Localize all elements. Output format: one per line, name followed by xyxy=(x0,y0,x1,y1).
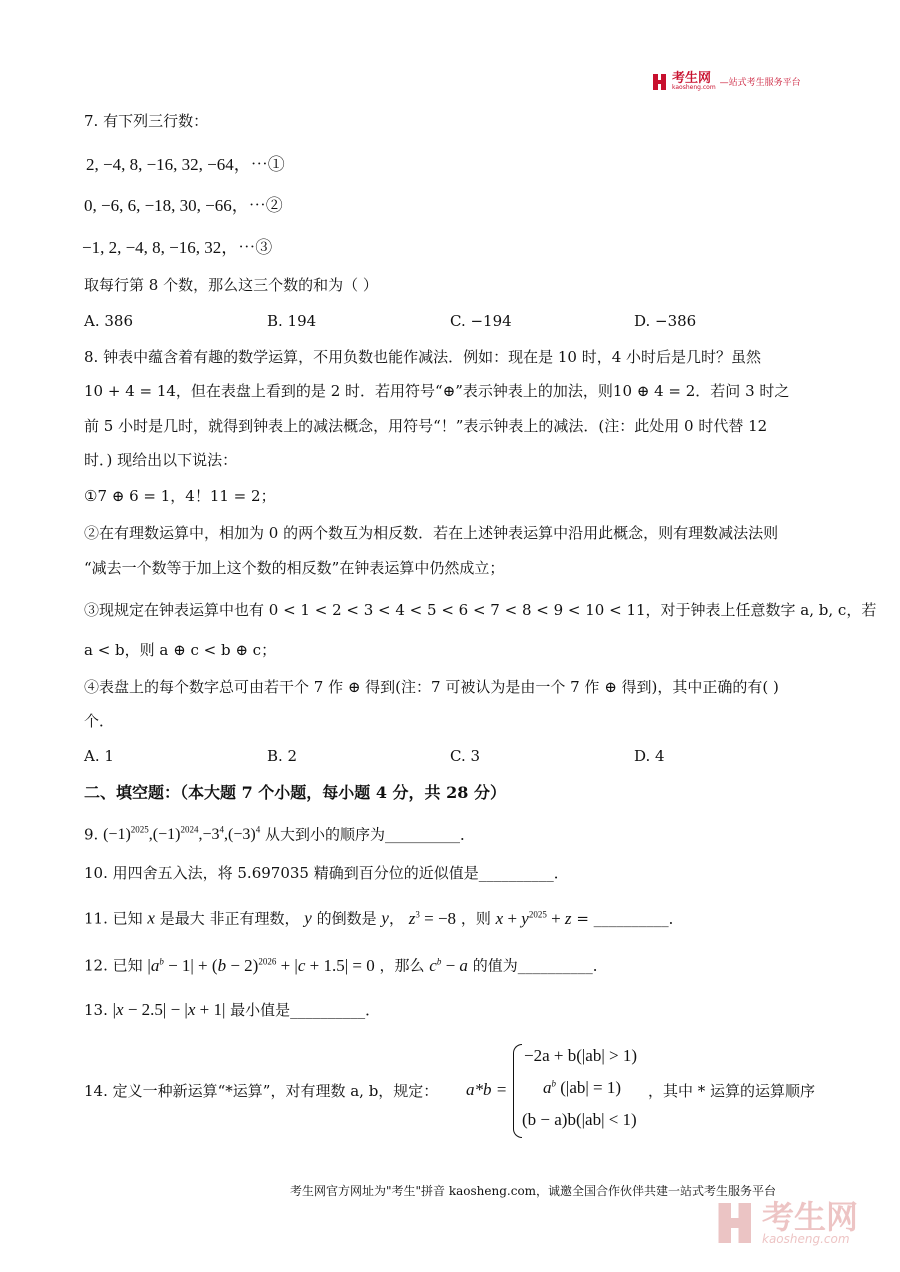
q12-pre: 12. 已知 xyxy=(84,956,143,975)
q8-statement-4b: 个． xyxy=(84,712,115,730)
q8-line3: 前 5 小时是几时，就得到钟表上的减法概念，用符号“！”表示钟表上的减法．(注：此处用 0 时代替 12 xyxy=(84,417,768,435)
q8-statement-3b: a < b，则 a ⊕ c < b ⊕ c； xyxy=(84,641,277,659)
q13 xyxy=(84,1000,380,1020)
q12-equation: $|a^b - 1| + (b - 2)^{2026} + |c + 1.5| = 0$ xyxy=(147,955,375,975)
q14-case-2-cond: (|ab| = 1) xyxy=(560,1078,622,1097)
q11-var-y: y xyxy=(304,908,312,928)
brand-name: 考生网 xyxy=(672,71,712,86)
brand-url: kaosheng.com xyxy=(672,84,716,91)
q11-post: ，则 xyxy=(460,909,491,928)
q10: 10. 用四舍五入法，将 5.697035 精确到百分位的近似值是__________． xyxy=(84,864,569,882)
q11-blank: = __________． xyxy=(576,909,684,928)
q8-line2: 10 + 4 = 14，但在表盘上看到的是 2 时．若用符号“⊕”表示钟表上的加法，则10 ⊕ 4 = 2．若问 3 时之 xyxy=(84,382,790,400)
section-2-heading: 二、填空题：（本大题 7 个小题，每小题 4 分，共 28 分） xyxy=(84,783,506,802)
q14-post: ，其中 * 运算的运算顺序 xyxy=(648,1082,816,1100)
q7-row2: 0, −6, 6, −18, 30, −66，⋯② xyxy=(84,196,283,215)
watermark-logo-icon xyxy=(716,1200,756,1246)
q11: 11. 已知 x 是最大 非正有理数， y 的倒数是 y， $z^3 = -8$ ，则 $x + y^{2025} + z$ = __________． xyxy=(84,908,684,928)
q14-case-2: $a^b$ (|ab| = 1) xyxy=(543,1078,622,1097)
q13-expression: |x − 2.5| − |x + 1| xyxy=(112,1000,226,1019)
brand-slogan: —站式考生服务平台 xyxy=(719,78,801,88)
watermark-text: 考生网 xyxy=(762,1198,859,1236)
q7-option-c: C. −194 xyxy=(450,312,512,330)
q13-number: 13. xyxy=(84,1001,108,1019)
q8-option-c: C. 3 xyxy=(450,747,481,765)
q11-var-x: x xyxy=(147,908,155,928)
q12-blank: 的值为__________． xyxy=(472,956,608,975)
q14-case-1: −2a + b(|ab| > 1) xyxy=(524,1046,637,1065)
watermark xyxy=(716,1200,858,1246)
kaosheng-logo-icon xyxy=(652,73,668,91)
header-logo xyxy=(652,72,801,95)
q9 xyxy=(84,820,475,845)
q8-option-a: A. 1 xyxy=(84,747,114,765)
q11-mid1: 是最大 非正有理数， xyxy=(159,909,300,928)
watermark-url: kaosheng.com xyxy=(762,1232,850,1246)
q7-question: 取每行第 8 个数，那么这三个数的和为（ ） xyxy=(84,276,378,294)
q12-post: ，那么 xyxy=(379,956,425,975)
q13-blank: 最小值是__________． xyxy=(230,1001,381,1019)
q12-expr: $c^b - a$ xyxy=(429,955,468,975)
q14-pre: 14. 定义一种新运算“*运算”，对有理数 a, b，规定： xyxy=(84,1082,439,1100)
q8-option-d: D. 4 xyxy=(634,747,665,765)
q8-statement-1: ①7 ⊕ 6 = 1，4！11 = 2； xyxy=(84,487,276,505)
q8-option-b: B. 2 xyxy=(267,747,298,765)
q14-lhs: a*b = xyxy=(466,1080,508,1099)
q7-option-b: B. 194 xyxy=(267,312,317,330)
q8-statement-3a: ③现规定在钟表运算中也有 0 < 1 < 2 < 3 < 4 < 5 < 6 < 7 < 8 < 9 < 10 < 11，对于钟表上任意数字 a, b, c，若 xyxy=(84,601,877,619)
q11-pre: 11. 已知 xyxy=(84,909,143,928)
q7-option-d: D. −386 xyxy=(634,312,697,330)
q11-var-y2: y xyxy=(381,908,389,928)
q8-line1: 8. 钟表中蕴含着有趣的数学运算，不用负数也能作减法．例如：现在是 10 时，4 小时后是几时？虽然 xyxy=(84,348,762,366)
q9-expression: $(-1)^{2025},(-1)^{2024},-3^4,(-3)^4$ xyxy=(103,825,261,844)
q8-statement-2b: “减去一个数等于加上这个数的相反数”在钟表运算中仍然成立； xyxy=(84,559,505,577)
q11-cube-eq: $z^3 = -8$ xyxy=(408,908,457,928)
q7-row3: −1, 2, −4, 8, −16, 32，⋯③ xyxy=(82,238,273,257)
q8-statement-4a: ④表盘上的每个数字总可由若干个 7 作 ⊕ 得到(注：7 可被认为是由一个 7 作 ⊕ 得到)，其中正确的有( ) xyxy=(84,678,779,696)
q11-mid2: 的倒数是 xyxy=(316,909,377,928)
q9-number: 9. xyxy=(84,825,99,844)
q12 xyxy=(84,951,608,976)
q14-case-3: (b − a)b(|ab| < 1) xyxy=(522,1110,637,1129)
q7-stem: 7. 有下列三行数： xyxy=(84,112,209,130)
q11-expr: $x + y^{2025} + z$ xyxy=(495,908,572,928)
q8-line4: 时．) 现给出以下说法： xyxy=(84,451,238,469)
q7-row1: 2, −4, 8, −16, 32, −64，⋯① xyxy=(86,155,285,174)
q9-text: 从大到小的顺序为__________． xyxy=(264,825,475,844)
q14-brace xyxy=(513,1044,522,1138)
footer-text: 考生网官方网址为"考生"拼音 kaosheng.com，诚邀全国合作伙伴共建一站式考生服务平台 xyxy=(290,1184,777,1198)
q8-statement-2a: ②在有理数运算中，相加为 0 的两个数互为相反数．若在上述钟表运算中沿用此概念，则有理数减法法则 xyxy=(84,524,779,542)
q7-option-a: A. 386 xyxy=(84,312,133,330)
